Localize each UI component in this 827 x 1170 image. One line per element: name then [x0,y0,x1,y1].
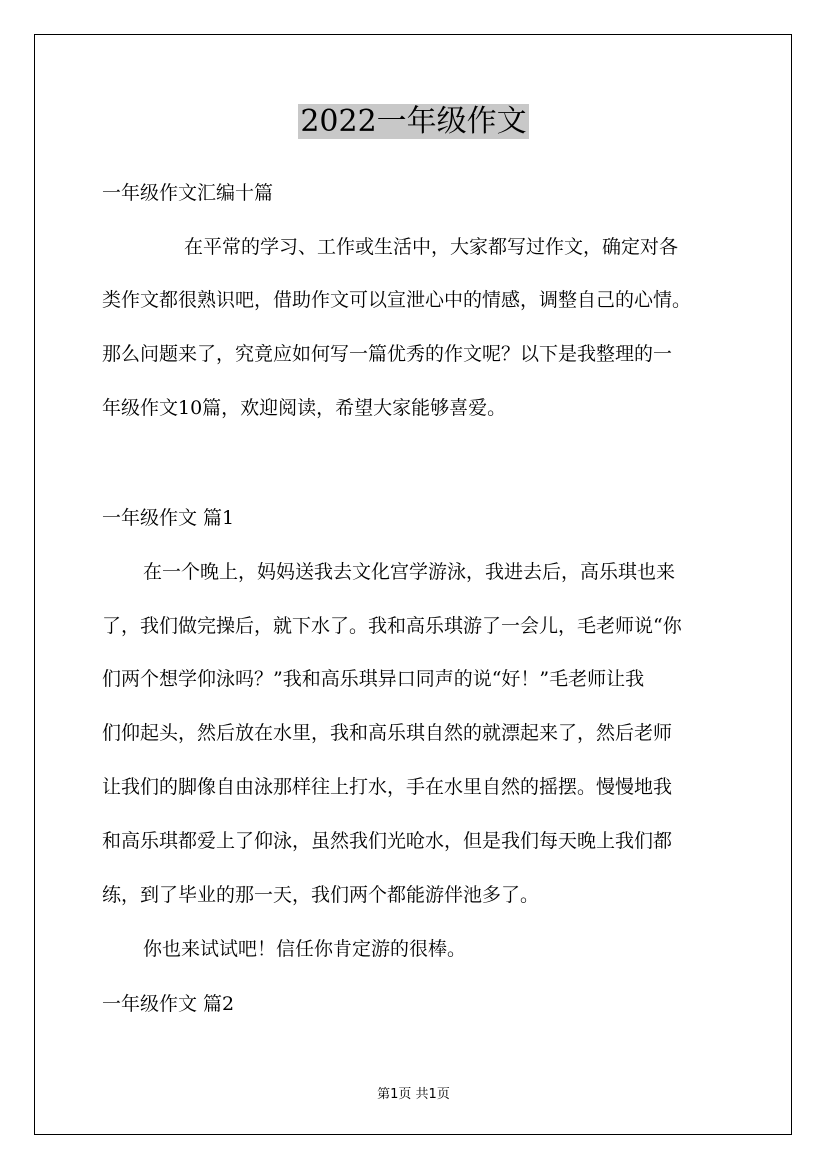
intro-line: 那么问题来了，究竟应如何写一篇优秀的作文呢？以下是我整理的一 [102,343,673,365]
body-line: 练，到了毕业的那一天，我们两个都能游伴池多了。 [102,884,540,906]
body-line: 在一个晚上，妈妈送我去文化宫学游泳，我进去后，高乐琪也来 [143,561,676,583]
closing-line: 你也来试试吧！信任你肯定游的很棒。 [143,938,467,960]
body-line: 和高乐琪都爱上了仰泳，虽然我们光呛水，但是我们每天晚上我们都 [102,830,673,852]
intro-line: 年级作文10篇，欢迎阅读，希望大家能够喜爱。 [102,397,507,419]
document-title [0,103,827,141]
document-subtitle: 一年级作文汇编十篇 [102,182,274,204]
document-title-text: 2022一年级作文 [300,104,527,139]
section-heading: 一年级作文 篇2 [102,993,235,1015]
body-line: 了，我们做完操后，就下水了。我和高乐琪游了一会儿，毛老师说“你 [102,615,682,637]
body-line: 让我们的脚像自由泳那样往上打水，手在水里自然的摇摆。慢慢地我 [102,776,673,798]
section-heading: 一年级作文 篇1 [102,507,235,529]
body-line: 们仰起头，然后放在水里，我和高乐琪自然的就漂起来了，然后老师 [102,722,673,744]
intro-line: 类作文都很熟识吧，借助作文可以宣泄心中的情感，调整自己的心情。 [102,289,692,311]
body-line: 们两个想学仰泳吗？”我和高乐琪异口同声的说“好！”毛老师让我 [102,668,645,690]
intro-line: 在平常的学习、工作或生活中，大家都写过作文，确定对各 [184,236,679,258]
page-number: 第1页 共1页 [377,1087,450,1102]
